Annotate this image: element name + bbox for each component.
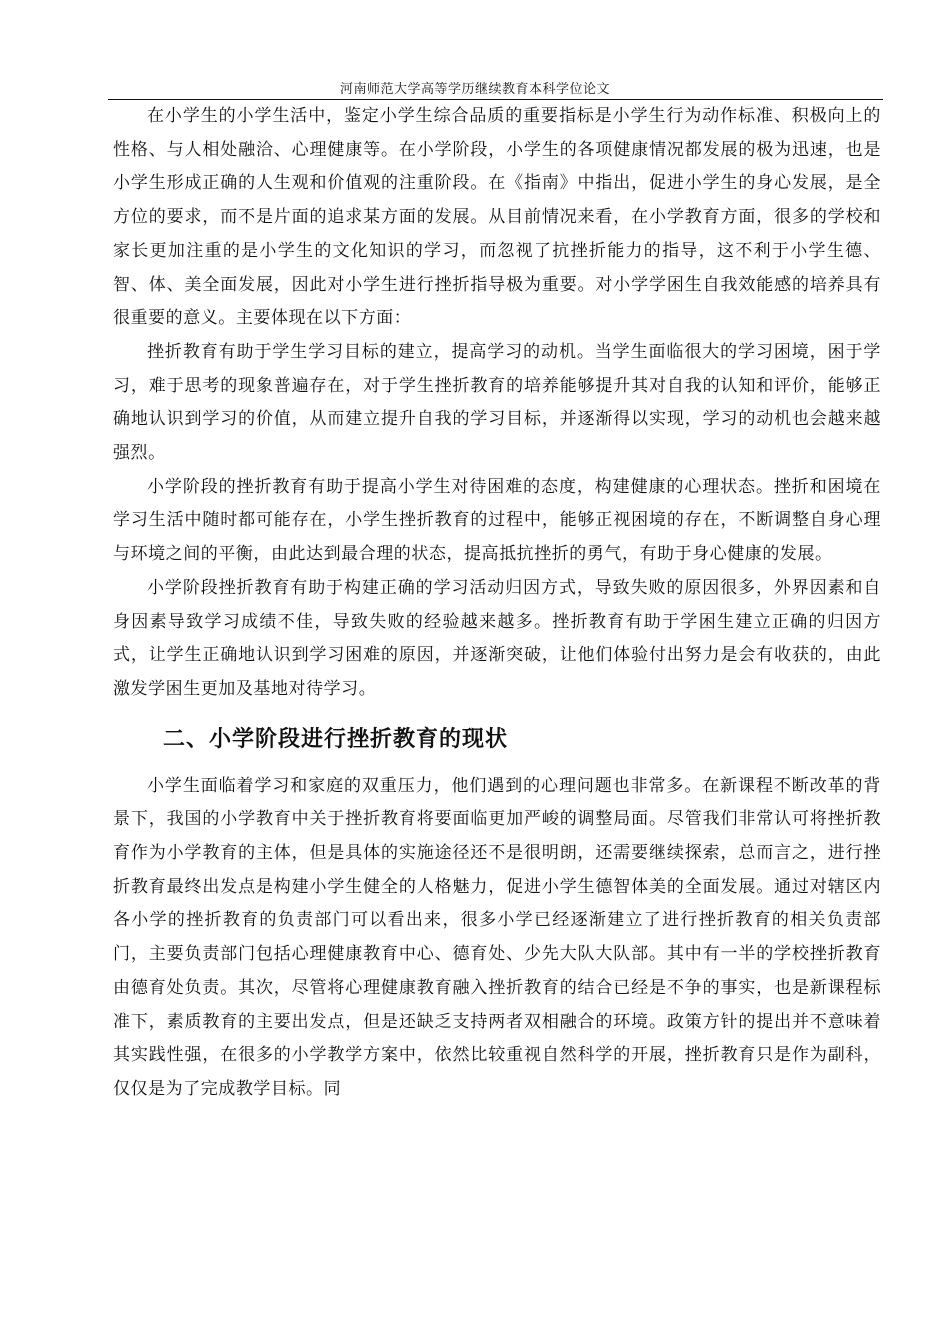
paragraph: 小学生面临着学习和家庭的双重压力，他们遇到的心理问题也非常多。在新课程不断改革的背景下，我国的小学教育中关于挫折教育将要面临更加严峻的调整局面。尽管我们非常认可将挫折教育作为小学教育的主体，但是具体的实施途径还不是很明朗，还需要继续探索，总而言之，进行挫折教育最终出发点是构建小学生健全的人格魅力，促进小学生德智体美的全面发展。通过对辖区内各小学的挫折教育的负责部门可以看出来，很多小学已经逐渐建立了进行挫折教育的相关负责部门，主要负责部门包括心理健康教育中心、德育处、少先大队大队部。其中有一半的学校挫折教育由德育处负责。其次，尽管将心理健康教育融入挫折教育的结合已经是不争的事实，也是新课程标准下，素质教育的主要出发点，但是还缺乏支持两者双相融合的环境。政策方针的提出并不意味着其实践性强，在很多的小学教学方案中，依然比较重视自然科学的开展，挫折教育只是作为副科，仅仅是为了完成教学目标。同 [113,775,881,1099]
running-header: 河南师范大学高等学历继续教育本科学位论文 [339,82,610,97]
paragraph: 在小学生的小学生活中，鉴定小学生综合品质的重要指标是小学生行为动作标准、积极向上的性格、与人相处融洽、心理健康等。在小学阶段，小学生的各项健康情况都发展的极为迅速，也是小学生形成正确的人生观和价值观的注重阶段。在《指南》中指出，促进小学生的身心发展，是全方位的要求，而不是片面的追求某方面的发展。从目前情况来看，在小学教育方面，很多的学校和家长更加注重的是小学生的文化知识的学习，而忽视了抗挫折能力的指导，这不利于小学生德、智、体、美全面发展，因此对小学生进行挫折指导极为重要。对小学学困生自我效能感的培养具有很重要的意义。主要体现在以下方面： [113,106,881,329]
paragraph: 挫折教育有助于学生学习目标的建立，提高学习的动机。当学生面临很大的学习困境，困于学习，难于思考的现象普遍存在，对于学生挫折教育的培养能够提升其对自我的认知和评价，能够正确地认识到学习的价值，从而建立提升自我的学习目标，并逐渐得以实现，学习的动机也会越来越强烈。 [113,341,881,464]
paragraph: 小学阶段的挫折教育有助于提高小学生对待困难的态度，构建健康的心理状态。挫折和困境在学习生活中随时都可能存在，小学生挫折教育的过程中，能够正视困境的存在，不断调整自身心理与环境之间的平衡，由此达到最合理的状态，提高抵抗挫折的勇气，有助于身心健康的发展。 [113,476,881,565]
body-text [113,100,881,1107]
paragraph: 小学阶段挫折教育有助于构建正确的学习活动归因方式，导致失败的原因很多，外界因素和自身因素导致学习成绩不佳，导致失败的经验越来越多。挫折教育有助于学困生建立正确的归因方式，让学生正确地认识到学习困难的原因，并逐渐突破，让他们体验付出努力是会有收获的，由此激发学困生更加及基地对待学习。 [113,577,881,699]
section-heading: 二、小学阶段进行挫折教育的现状 [163,726,509,752]
